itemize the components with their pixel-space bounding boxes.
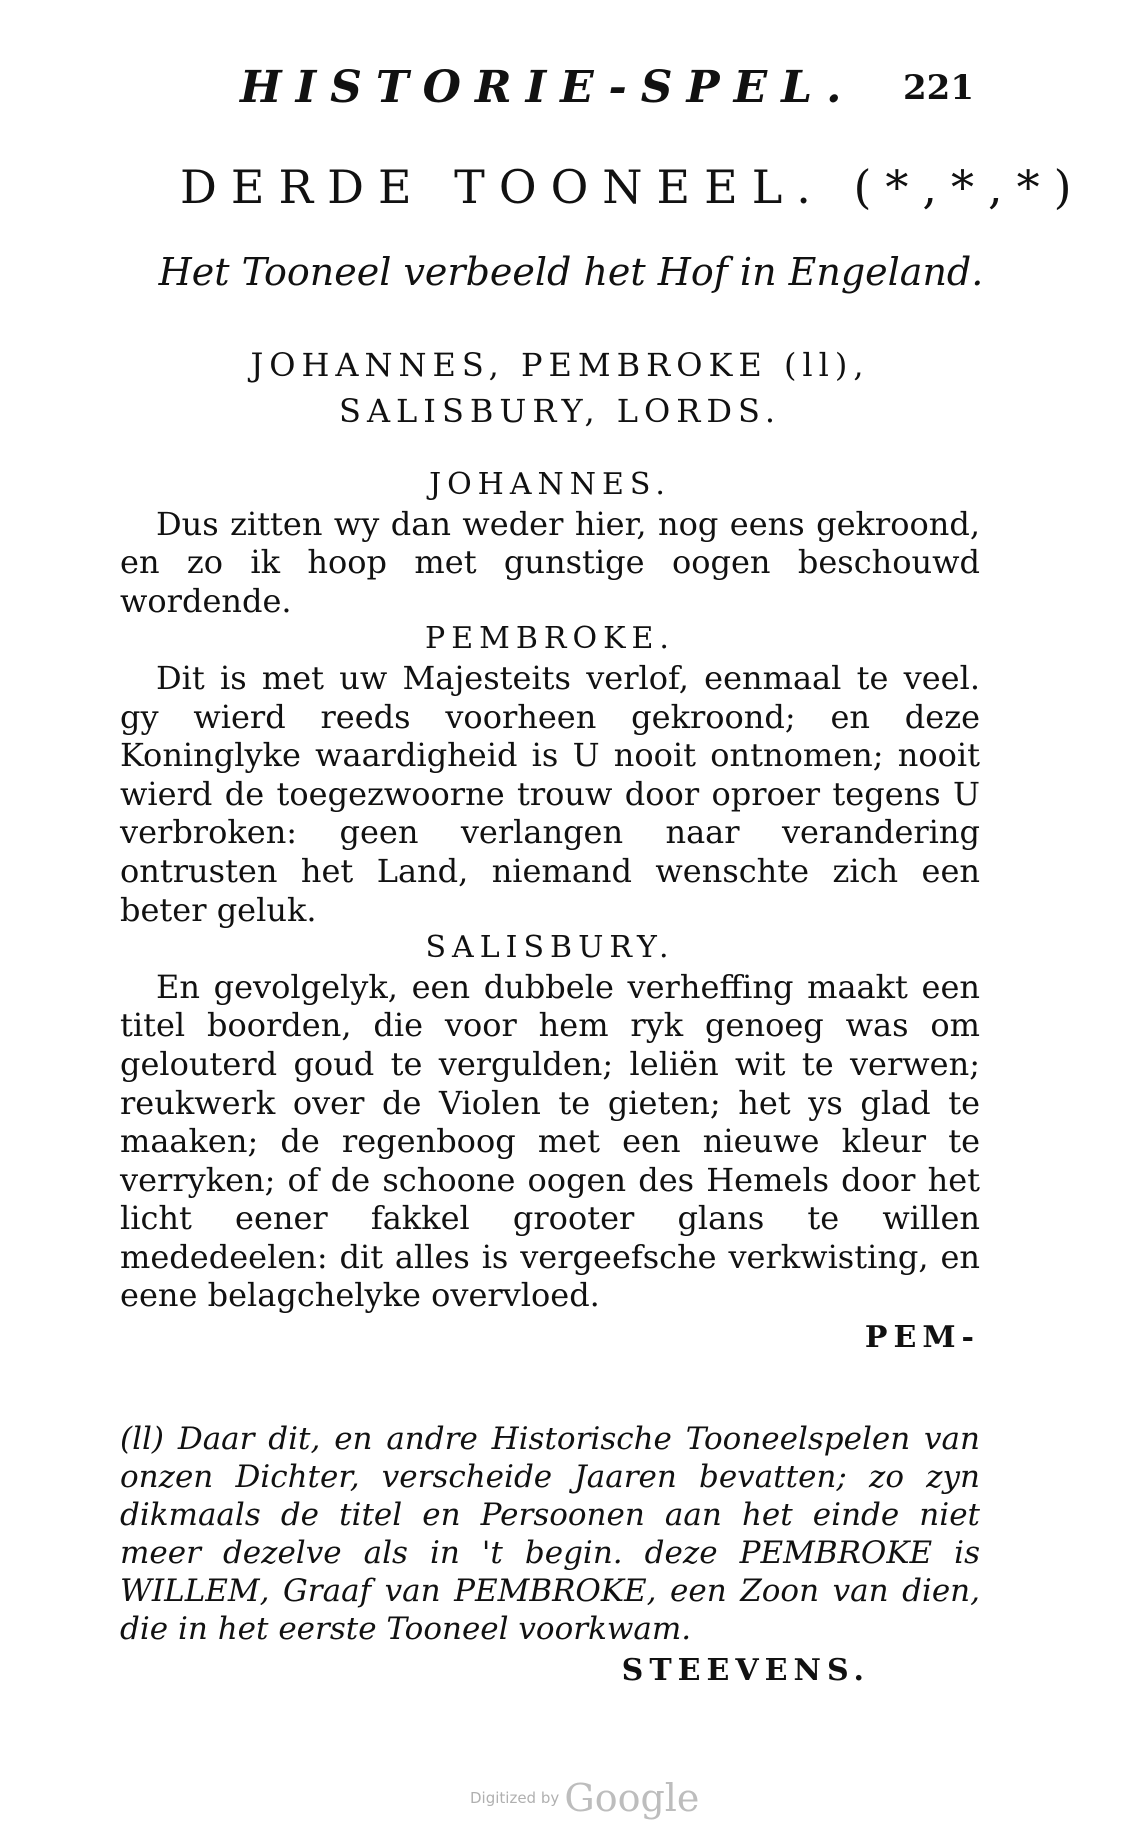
catchword: PEM- xyxy=(864,1320,980,1356)
footnote xyxy=(120,1420,980,1690)
speaker-name: JOHANNES. xyxy=(429,467,671,502)
running-head xyxy=(0,62,1142,122)
speech-text: En gevolgelyk, een dubbele verheffing maakt een titel boorden, die voor hem ryk genoeg was om gelouterd goud te vergulden; leliën wit te verwen; reukwerk over de Violen te gieten; het ys glad te maaken; de regenboog met een nieuwe kleur te verryken; of de schoone oogen des Hemels door het licht eener fakkel grooter glans te willen mededeelen: dit alles is vergeefsche verkwisting, en eene belagchelyke overvloed. xyxy=(120,967,980,1315)
page-number: 221 xyxy=(903,68,974,108)
speaker-name: SALISBURY. xyxy=(425,930,675,966)
footnote-signature: STEEVENS. xyxy=(621,1653,870,1688)
speech-text: Dus zitten wy dan weder hier, nog eens gekroond, en zo ik hoop met gunstige oogen beschouwd wordende. xyxy=(120,504,980,620)
running-title: HISTORIE-SPEL. xyxy=(240,62,856,113)
scene-title: DERDE TOONEEL. (*,*,*) xyxy=(180,160,1086,214)
speech-text: Dit is met uw Majesteits verlof, eenmaal te veel. gy wierd reeds voorheen gekroond; en deze Koninglyke waardigheid is U nooit ontnomen; nooit wierd de toegezwoorne trouw door oproer tegens U verbroken: geen verlangen naar verandering ontrusten het Land, niemand wenschte zich een beter geluk. xyxy=(120,658,980,929)
scene-setting: Het Tooneel verbeeld het Hof in Engeland. xyxy=(158,250,984,294)
digitization-watermark xyxy=(470,1776,699,1820)
cast-list: JOHANNES, PEMBROKE (ll), SALISBURY, LORDS. xyxy=(250,346,870,430)
google-logo-icon: Google xyxy=(564,1776,700,1820)
dialogue xyxy=(120,466,980,1358)
footnote-text: (ll) Daar dit, en andre Historische Tooneelspelen van onzen Dichter, verscheide Jaaren bevatten; zo zyn dikmaals de titel en Persoonen aan het einde niet meer dezelve als in 't begin. deze PEMBROKE is WILLEM, Graaf van PEMBROKE, een Zoon van dien, die in het eerste Tooneel voorkwam. xyxy=(120,1421,980,1647)
speaker-name: PEMBROKE. xyxy=(425,621,675,657)
watermark-prefix: Digitized by xyxy=(470,1789,560,1807)
